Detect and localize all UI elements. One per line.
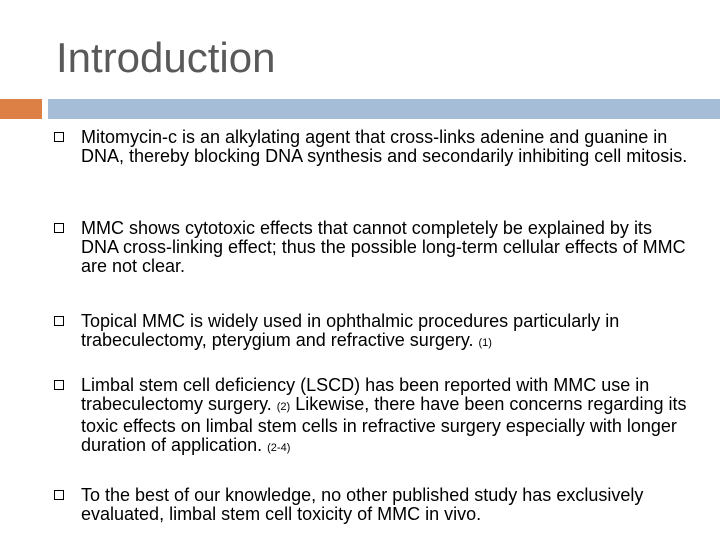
bullet-text (81, 128, 691, 166)
citation-ref: (1) (478, 337, 492, 349)
bullet-text-content: To the best of our knowledge, no other published study has exclusively evaluated, limbal stem cell toxicity of MMC in vivo. (81, 485, 644, 524)
citation-ref: (2) (276, 401, 291, 413)
bullet-text-content: Limbal stem cell deficiency (LSCD) has been reported with MMC use in trabeculectomy surgery. (81, 375, 650, 414)
bullet-text-content: MMC shows cytotoxic effects that cannot completely be explained by its DNA cross-linking effect; thus the possible long-term cellular effects of MMC are not clear. (81, 218, 686, 276)
square-bullet-icon (54, 316, 64, 326)
bullet-text (81, 312, 691, 353)
square-bullet-icon (54, 380, 64, 390)
bullet-text-content: Topical MMC is widely used in ophthalmic procedures particularly in trabeculectomy, pterygium and refractive surgery. (81, 311, 620, 350)
accent-bar-orange (0, 99, 42, 119)
bullet-text (81, 376, 691, 458)
square-bullet-icon (54, 223, 64, 233)
slide-title: Introduction (56, 34, 276, 81)
accent-bar-blue (48, 99, 720, 119)
citation-ref: (2-4) (267, 442, 291, 454)
bullet-text (81, 486, 691, 524)
bullet-text-content: Likewise, there have been concerns regarding its toxic effects on limbal stem cells in refractive surgery especially with longer duration of application. (81, 394, 687, 455)
bullet-text (81, 219, 691, 276)
square-bullet-icon (54, 490, 64, 500)
bullet-text-content: Mitomycin-c is an alkylating agent that cross-links adenine and guanine in DNA, thereby blocking DNA synthesis and secondarily inhibiting cell mitosis. (81, 127, 688, 166)
square-bullet-icon (54, 132, 64, 142)
